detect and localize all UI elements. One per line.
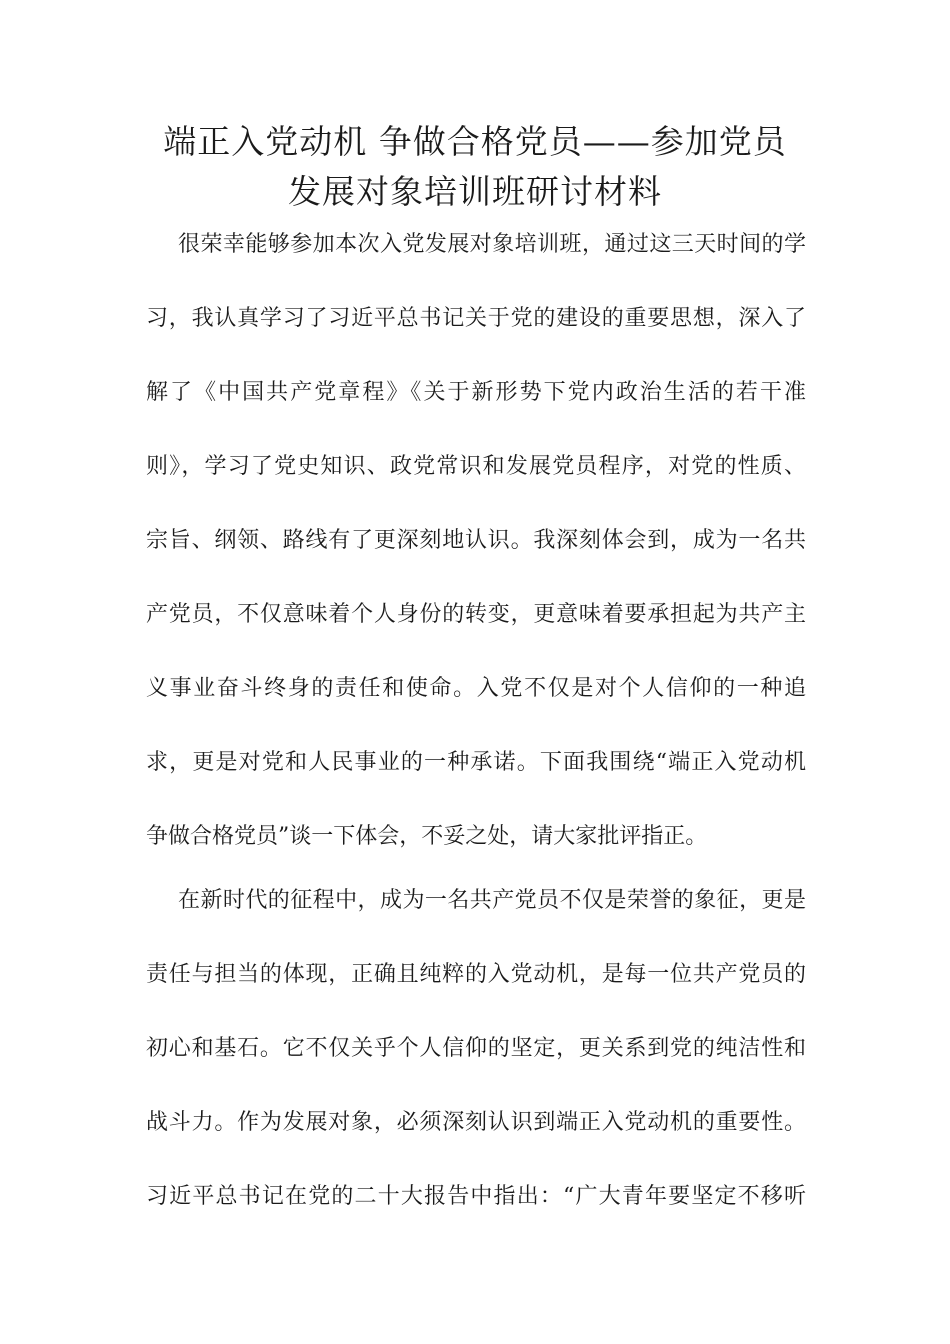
paragraph-1-line-8: 求，更是对党和人民事业的一种承诺。下面我围绕“端正入党动机 (146, 750, 806, 775)
paragraph-1-line-1: 很荣幸能够参加本次入党发展对象培训班，通过这三天时间的学 (178, 232, 806, 257)
paragraph-1-line-7: 义事业奋斗终身的责任和使命。入党不仅是对个人信仰的一种追 (146, 676, 806, 701)
paragraph-2-line-5: 习近平总书记在党的二十大报告中指出：“广大青年要坚定不移听 (146, 1184, 806, 1209)
paragraph-1-line-6: 产党员，不仅意味着个人身份的转变，更意味着要承担起为共产主 (146, 602, 806, 627)
document-title-line-2: 发展对象培训班研讨材料 (288, 172, 662, 211)
paragraph-1-line-4: 则》，学习了党史知识、政党常识和发展党员程序，对党的性质、 (146, 454, 806, 479)
document-title-line-1: 端正入党动机 争做合格党员——参加党员 (163, 122, 787, 161)
paragraph-2-line-3: 初心和基石。它不仅关乎个人信仰的坚定，更关系到党的纯洁性和 (146, 1036, 806, 1061)
paragraph-1-line-9: 争做合格党员”谈一下体会，不妥之处，请大家批评指正。 (146, 824, 708, 849)
paragraph-1-line-2: 习，我认真学习了习近平总书记关于党的建设的重要思想，深入了 (146, 306, 806, 331)
paragraph-2-line-2: 责任与担当的体现，正确且纯粹的入党动机，是每一位共产党员的 (146, 962, 806, 987)
paragraph-2-line-4: 战斗力。作为发展对象，必须深刻认识到端正入党动机的重要性。 (146, 1110, 806, 1135)
paragraph-1-line-5: 宗旨、纲领、路线有了更深刻地认识。我深刻体会到，成为一名共 (146, 528, 806, 553)
paragraph-1-line-3: 解了《中国共产党章程》《关于新形势下党内政治生活的若干准 (146, 380, 806, 405)
paragraph-2-line-1: 在新时代的征程中，成为一名共产党员不仅是荣誉的象征，更是 (178, 888, 806, 913)
